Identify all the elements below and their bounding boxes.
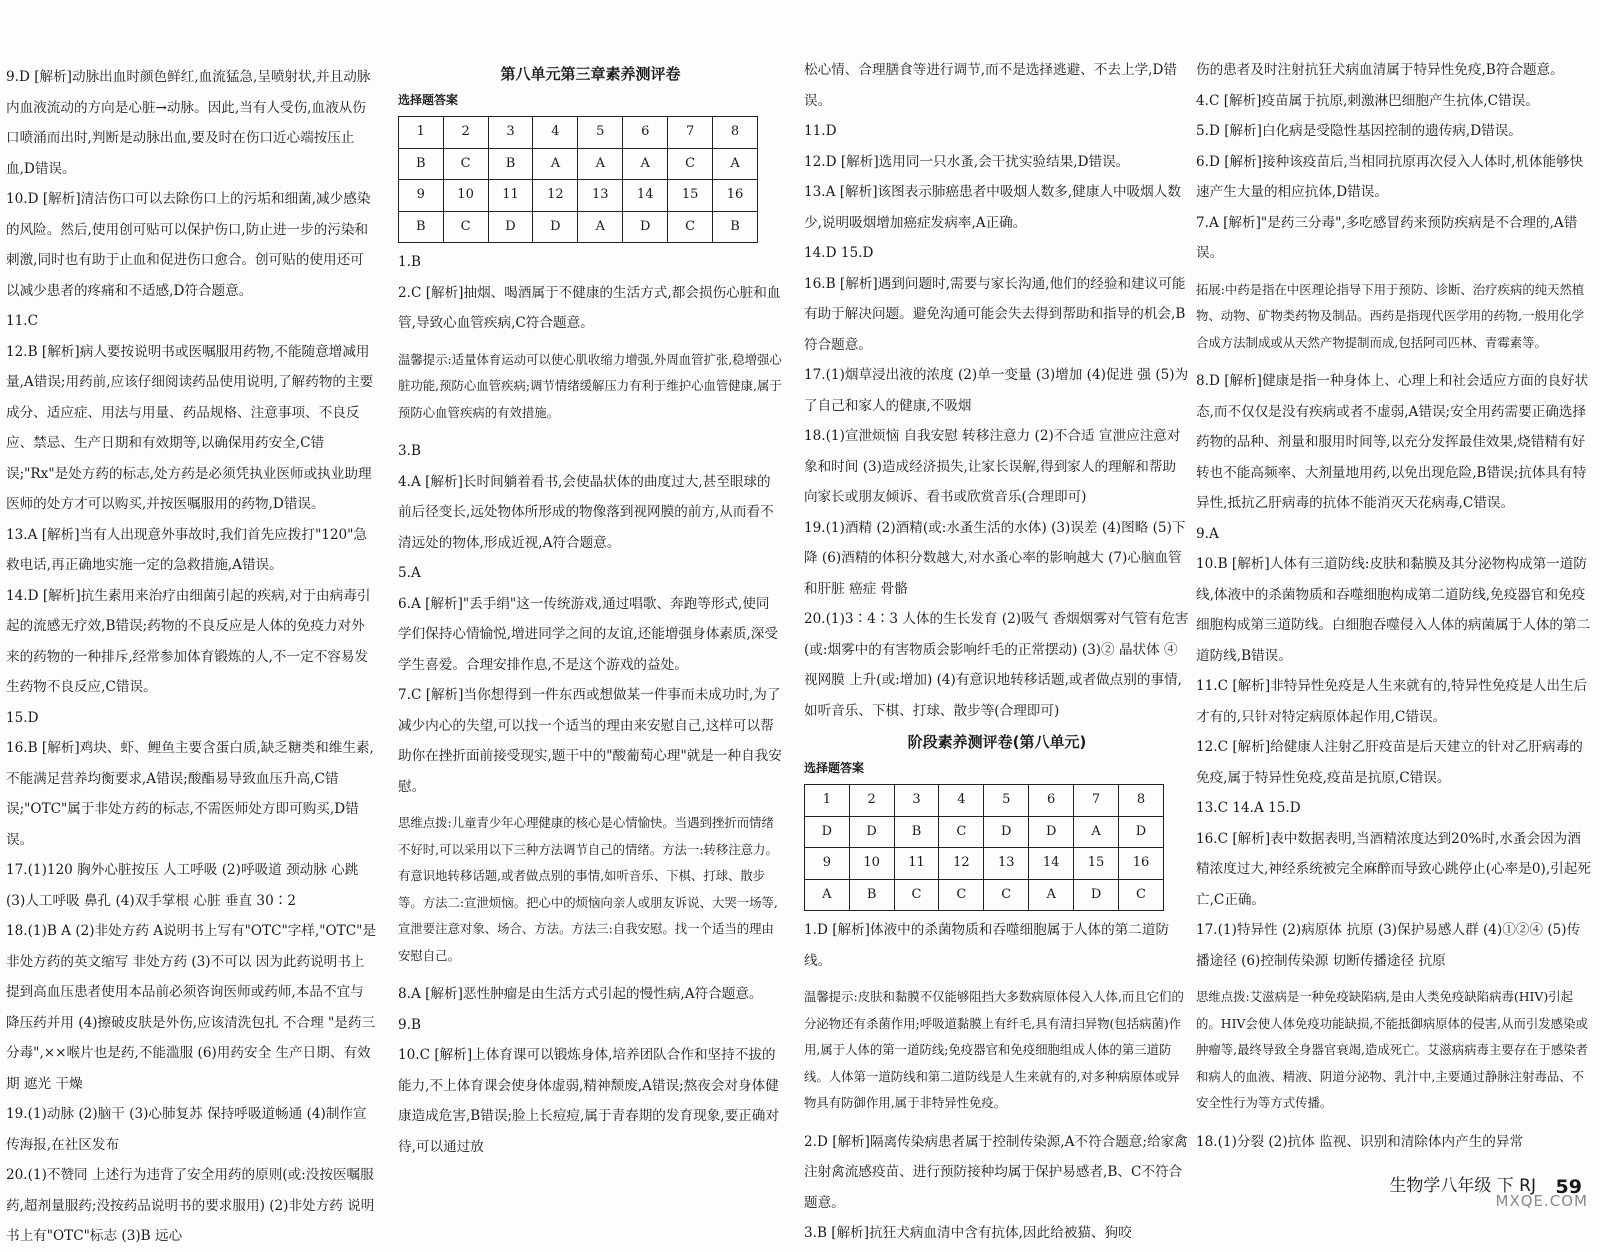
table-cell: 11	[894, 848, 939, 880]
answer-item: 14.D 15.D	[804, 245, 874, 261]
table-cell: A	[578, 211, 623, 243]
answer-item: 3.B	[398, 443, 421, 459]
table-cell: C	[668, 211, 713, 243]
table-cell: 2	[443, 117, 488, 149]
answer-item: 18.(1)B A (2)非处方药 A说明书上写有"OTC"字样,"OTC"是非处方药的英文缩写 非处方药 (3)不可以 因为此药说明书上提到高血压患者使用本品前必须咨询医师或药师,本品不宜与降压药并用 (4)擦破皮肤是外伤,应该清洗包扎 不合理 "是药三分毒",××喉片也是药,不能滥服 (6)用药安全 生产日期、有效期 遮光 干燥	[6, 923, 376, 1092]
answer-item: 10.D [解析]清洁伤口可以去除伤口上的污垢和细菌,减少感染的风险。然后,使用创可贴可以保护伤口,防止进一步的污染和刺激,同时也有助于止血和促进伤口愈合。创可贴的使用还可以减少患者的疼痛和不适感,D符合题意。	[6, 191, 371, 299]
table-cell: D	[805, 816, 850, 848]
answer-item: 松心情、合理膳食等进行调节,而不是选择逃避、不去上学,D错误。	[804, 62, 1177, 109]
answer-item: 5.D [解析]白化病是受隐性基因控制的遗传病,D错误。	[1196, 123, 1522, 139]
table-cell: A	[713, 148, 758, 180]
table-cell: A	[578, 148, 623, 180]
table-cell: 12	[939, 848, 984, 880]
answer-item: 17.(1)120 胸外心脏按压 人工呼吸 (2)呼吸道 颈动脉 心跳 (3)人工呼吸 鼻孔 (4)双手掌根 心脏 垂直 30∶2	[6, 862, 359, 909]
table-cell: B	[399, 211, 444, 243]
table-cell: C	[984, 879, 1029, 911]
table-cell: 3	[488, 117, 533, 149]
table-cell: 1	[399, 117, 444, 149]
answer-item: 16.B [解析]遇到问题时,需要与家长沟通,他们的经验和建议可能有助于解决问题。避免沟通可能会失去得到帮助和指导的机会,B符合题意。	[804, 275, 1186, 353]
table-cell: 7	[668, 117, 713, 149]
table-cell: 3	[894, 785, 939, 817]
table-cell: 7	[1074, 785, 1119, 817]
table-cell: C	[1119, 879, 1164, 911]
table-cell: 11	[488, 180, 533, 212]
footer-subject: 生物学八年级 下 RJ	[1389, 1176, 1536, 1196]
answer-item: 14.D [解析]抗生素用来治疗由细菌引起的疾病,对于由病毒引起的流感无疗效,B错误;药物的不良反应是人体的免疫力对外来的药物的一种排斥,经常参加体育锻炼的人,不一定不容易发生药物不良反应,C错误。	[6, 587, 371, 695]
answer-item: 18.(1)宣泄烦恼 自我安慰 转移注意力 (2)不合适 宣泄应注意对象和时间 (3)造成经济损失,让家长误解,得到家人的理解和帮助 向家长或朋友倾诉、看书或欣赏音乐(合理即可)	[804, 428, 1181, 505]
table-cell: 5	[578, 117, 623, 149]
answer-table	[398, 116, 758, 243]
answer-item: 7.C [解析]当你想得到一件东西或想做某一件事而未成功时,为了减少内心的失望,可以找一个适当的理由来安慰自己,这样可以帮助你在挫折面前接受现实,题干中的"酸葡萄心理"就是一种自我安慰。	[398, 687, 782, 795]
answer-item: 11.C [解析]非特异性免疫是人生来就有的,特异性免疫是人出生后才有的,只针对特定病原体起作用,C错误。	[1196, 678, 1588, 725]
thinking-note: 思维点拨:儿童青少年心理健康的核心是心情愉快。当遇到挫折而情绪不好时,可以采用以下三种方法调节自己的情绪。方法一:转移注意力。有意识地转移话题,或者做点别的事情,如听音乐、下棋、打球、散步等。方法二:宣泄烦恼。把心中的烦恼向亲人或朋友诉说、大哭一场等,宣泄要注意对象、场合、方法。方法三:自我安慰。找一个适当的理由安慰自己。	[398, 815, 778, 963]
table-cell: A	[533, 148, 578, 180]
answer-item: 7.A [解析]"是药三分毒",多吃感冒药来预防疾病是不合理的,A错误。	[1196, 214, 1578, 261]
table-cell: D	[849, 816, 894, 848]
column-4	[1196, 55, 1591, 1157]
answer-item: 8.D [解析]健康是指一种身体上、心理上和社会适应方面的良好状态,而不仅仅是没有疾病或者不虚弱,A错误;安全用药需要正确选择药物的品种、剂量和服用时间等,以充分发挥最佳效果,烧错精有好转也不能高频率、大剂量地用药,以免出现危险,B错误;抗体具有特异性,抵抗乙肝病毒的抗体不能消灭天花病毒,C错误。	[1196, 373, 1589, 511]
answer-item: 16.C [解析]表中数据表明,当酒精浓度达到20%时,水蚤会因为酒精浓度过大,神经系统被完全麻醉而导致心跳停止(心率是0),引起死亡,C正确。	[1196, 830, 1591, 908]
answers-label: 选择题答案	[804, 761, 865, 775]
answer-item: 4.C [解析]疫苗属于抗原,刺激淋巴细胞产生抗体,C错误。	[1196, 92, 1539, 109]
table-cell: 13	[578, 180, 623, 212]
table-cell: B	[894, 816, 939, 848]
answer-item: 2.C [解析]抽烟、喝酒属于不健康的生活方式,都会损伤心脏和血管,导致心血管疾病,C符合题意。	[398, 284, 781, 331]
answer-item: 16.B [解析]鸡块、虾、鲤鱼主要含蛋白质,缺乏糖类和维生素,不能满足营养均衡要求,A错误;酸酯易导致血压升高,C错误;"OTC"属于非处方药的标志,不需医师处方即可购买,D错误。	[6, 740, 374, 848]
table-cell: B	[849, 879, 894, 911]
table-cell: C	[939, 816, 984, 848]
answer-item: 10.B [解析]人体有三道防线:皮肤和黏膜及其分泌物构成第一道防线,体液中的杀菌物质和吞噬细胞构成第二道防线,免疫器官和免疫细胞构成第三道防线。白细胞吞噬侵入人体的病菌属于人体的第二道防线,B错误。	[1196, 556, 1591, 664]
table-cell: D	[1074, 879, 1119, 911]
table-cell: 6	[623, 117, 668, 149]
table-cell: D	[623, 211, 668, 243]
table-cell: A	[805, 879, 850, 911]
table-cell: 8	[713, 117, 758, 149]
table-cell: 12	[533, 180, 578, 212]
tip-note: 温馨提示:适量体育运动可以使心肌收缩力增强,外周血管扩张,稳增强心脏功能,预防心血管疾病;调节情绪缓解压力有利于维护心血管健康,属于预防心血管疾病的有效措施。	[398, 351, 782, 420]
answer-item: 伤的患者及时注射抗狂犬病血清属于特异性免疫,B符合题意。	[1196, 62, 1564, 78]
table-cell: 6	[1029, 785, 1074, 817]
table-cell: D	[488, 211, 533, 243]
table-cell: 5	[984, 785, 1029, 817]
answer-item: 5.A	[398, 565, 421, 581]
answer-item: 13.C 14.A 15.D	[1196, 800, 1301, 816]
extension-note: 拓展:中药是指在中医理论指导下用于预防、诊断、治疗疾病的纯天然植物、动物、矿物类药物及制品。西药是指现代医学用的药物,一般用化学合成方法制成或从天然产物提制而成,包括阿司匹林、青霉素等。	[1196, 281, 1585, 350]
answer-item: 19.(1)酒精 (2)酒精(或:水蚤生活的水体) (3)误差 (4)图略 (5)下降 (6)酒精的体积分数越大,对水蚤心率的影响越大 (7)心脑血管和肝脏 癌症 骨骼	[804, 519, 1186, 597]
answer-item: 8.A [解析]恶性肿瘤是由生活方式引起的慢性病,A符合题意。	[398, 986, 763, 1002]
table-cell: C	[939, 879, 984, 911]
answer-item: 2.D [解析]隔离传染病患者属于控制传染源,A不符合题意;给家禽注射禽流感疫苗、进行预防接种均属于保护易感者,B、C不符合题意。	[804, 1133, 1188, 1211]
answer-item: 20.(1)3∶4∶3 人体的生长发育 (2)吸气 香烟烟雾对气管有危害(或:烟雾中的有害物质会影响纤毛的正常摆动) (3)② 晶状体 ④ 视网膜 上升(或:增加) (4)有意识地转移话题,或者做点别的事情,如听音乐、下棋、打球、散步等(合理即可)	[804, 611, 1189, 719]
tip-note: 温馨提示:皮肤和黏膜不仅能够阻挡大多数病原体侵入人体,而且它们的分泌物还有杀菌作用;呼吸道黏膜上有纤毛,具有清扫异物(包括病菌)作用,属于人体的第一道防线;免疫器官和免疫细胞组成人体的第三道防线。人体第一道防线和第二道防线是人生来就有的,对多种病原体或异物具有防御作用,属于非特异性免疫。	[804, 989, 1184, 1110]
table-cell: 1	[805, 785, 850, 817]
column-2	[398, 58, 783, 1162]
table-cell: 4	[533, 117, 578, 149]
table-cell: C	[668, 148, 713, 180]
table-cell: A	[623, 148, 668, 180]
answer-item: 3.B [解析]抗狂犬病血清中含有抗体,因此给被猫、狗咬	[804, 1225, 1132, 1241]
table-cell: C	[894, 879, 939, 911]
answer-item: 15.D	[6, 709, 39, 726]
thinking-note: 思维点拨:艾滋病是一种免疫缺陷病,是由人类免疫缺陷病毒(HIV)引起的。HIV会使人体免疫功能缺损,不能抵御病原体的侵害,从而引发感染或肿瘤等,最终导致全身器官衰竭,造成死亡。艾滋病病毒主要存在于感染者和病人的血液、精液、阴道分泌物、乳汁中,主要通过静脉注射毒品、不安全性行为等方式传播。	[1196, 989, 1588, 1110]
answer-item: 20.(1)不赞同 上述行为违背了安全用药的原则(或:没按医嘱服药,超剂量服药;没按药品说明书的要求服用) (2)非处方药 说明书上有"OTC"标志 (3)B 远心	[6, 1167, 375, 1244]
answer-item: 9.A	[1196, 525, 1219, 542]
table-cell: 16	[713, 180, 758, 212]
answer-item: 13.A [解析]该图表示肺癌患者中吸烟人数多,健康人中吸烟人数少,说明吸烟增加癌症发病率,A正确。	[804, 184, 1181, 231]
table-cell: 9	[805, 848, 850, 880]
table-cell: 2	[849, 785, 894, 817]
page-number: 59	[1555, 1176, 1582, 1198]
answer-item: 17.(1)特异性 (2)病原体 抗原 (3)保护易感人群 (4)①②④ (5)传播途径 (6)控制传染源 切断传播途径 抗原	[1196, 922, 1581, 969]
answer-item: 10.C [解析]上体育课可以锻炼身体,培养团队合作和坚持不拔的能力,不上体育课会使身体虚弱,精神颓废,A错误;熬夜会对身体健康造成危害,B错误;脸上长痘痘,属于青春期的发育现象,要正确对待,可以通过放	[398, 1047, 779, 1155]
table-cell: 14	[623, 180, 668, 212]
answer-item: 4.A [解析]长时间躺着看书,会使晶状体的曲度过大,甚至眼球的前后径变长,远处物体所形成的物像落到视网膜的前方,从而看不清远处的物体,形成近视,A符合题意。	[398, 473, 774, 551]
answer-item: 11.D	[804, 123, 837, 139]
section-title: 第八单元第三章素养测评卷	[500, 65, 681, 83]
table-cell: C	[443, 148, 488, 180]
table-cell: A	[1029, 879, 1074, 911]
answer-item: 12.C [解析]给健康人注射乙肝疫苗是后天建立的针对乙肝病毒的免疫,属于特异性免疫,疫苗是抗原,C错误。	[1196, 739, 1583, 786]
answer-item: 6.A [解析]"丢手绢"这一传统游戏,通过唱歌、奔跑等形式,使同学们保持心情愉悦,增进同学之间的友谊,还能增强身体素质,深受学生喜爱。合理安排作息,不是这个游戏的益处。	[398, 595, 778, 673]
answer-item: 17.(1)烟草浸出液的浓度 (2)单一变量 (3)增加 (4)促进 强 (5)为了自己和家人的健康,不吸烟	[804, 367, 1189, 414]
answer-item: 6.D [解析]接种该疫苗后,当相同抗原再次侵入人体时,机体能够快速产生大量的相应抗体,D错误。	[1196, 153, 1584, 200]
section-title: 阶段素养测评卷(第八单元)	[907, 733, 1087, 751]
answer-item: 18.(1)分裂 (2)抗体 监视、识别和清除体内产生的异常	[1196, 1133, 1524, 1150]
answer-item: 1.D [解析]体液中的杀菌物质和吞噬细胞属于人体的第二道防线。	[804, 922, 1170, 969]
column-3	[804, 55, 1190, 1249]
answer-item: 13.A [解析]当有人出现意外事故时,我们首先应拨打"120"急救电话,再正确地实施一定的急救措施,A错误。	[6, 526, 368, 573]
answer-item: 9.D [解析]动脉出血时颜色鲜红,血流猛急,呈喷射状,并且动脉内血液流动的方向是心脏→动脉。因此,当有人受伤,血液从伤口喷涌而出时,判断是动脉出血,要及时在伤口近心端按压止血,D错误。	[6, 69, 371, 177]
answer-item: 12.D [解析]选用同一只水蚤,会干扰实验结果,D错误。	[804, 153, 1130, 170]
watermark: MXQE.COM	[1495, 1192, 1588, 1210]
table-cell: B	[488, 148, 533, 180]
table-cell: 13	[984, 848, 1029, 880]
table-cell: 16	[1119, 848, 1164, 880]
answer-item: 19.(1)动脉 (2)脑干 (3)心肺复苏 保持呼吸道畅通 (4)制作宣传海报,在社区发布	[6, 1106, 367, 1153]
table-cell: 8	[1119, 785, 1164, 817]
table-cell: 15	[1074, 848, 1119, 880]
column-1	[6, 62, 376, 1252]
table-cell: B	[713, 211, 758, 243]
answer-item: 11.C	[6, 313, 39, 329]
table-cell: A	[1074, 816, 1119, 848]
table-cell: 9	[399, 180, 444, 212]
answer-table	[804, 784, 1164, 911]
table-cell: 10	[443, 180, 488, 212]
table-cell: B	[399, 148, 444, 180]
answer-item: 1.B	[398, 254, 421, 270]
table-cell: D	[1119, 816, 1164, 848]
answer-item: 9.B	[398, 1016, 421, 1033]
table-cell: 14	[1029, 848, 1074, 880]
answer-item: 12.B [解析]病人要按说明书或医嘱服用药物,不能随意增减用量,A错误;用药前,应该仔细阅读药品使用说明,了解药物的主要成分、适应症、用法与用量、药品规格、注意事项、不良反应、禁忌、生产日期和有效期等,以确保用药安全,C错误;"Rx"是处方药的标志,处方药是必须凭执业医师或执业助理医师的处方才可以购买,并按医嘱服用的药物,D错误。	[6, 343, 374, 512]
table-cell: D	[533, 211, 578, 243]
table-cell: 15	[668, 180, 713, 212]
table-cell: D	[1029, 816, 1074, 848]
answers-label: 选择题答案	[398, 93, 459, 107]
table-cell: C	[443, 211, 488, 243]
table-cell: 4	[939, 785, 984, 817]
table-cell: 10	[849, 848, 894, 880]
table-cell: D	[984, 816, 1029, 848]
